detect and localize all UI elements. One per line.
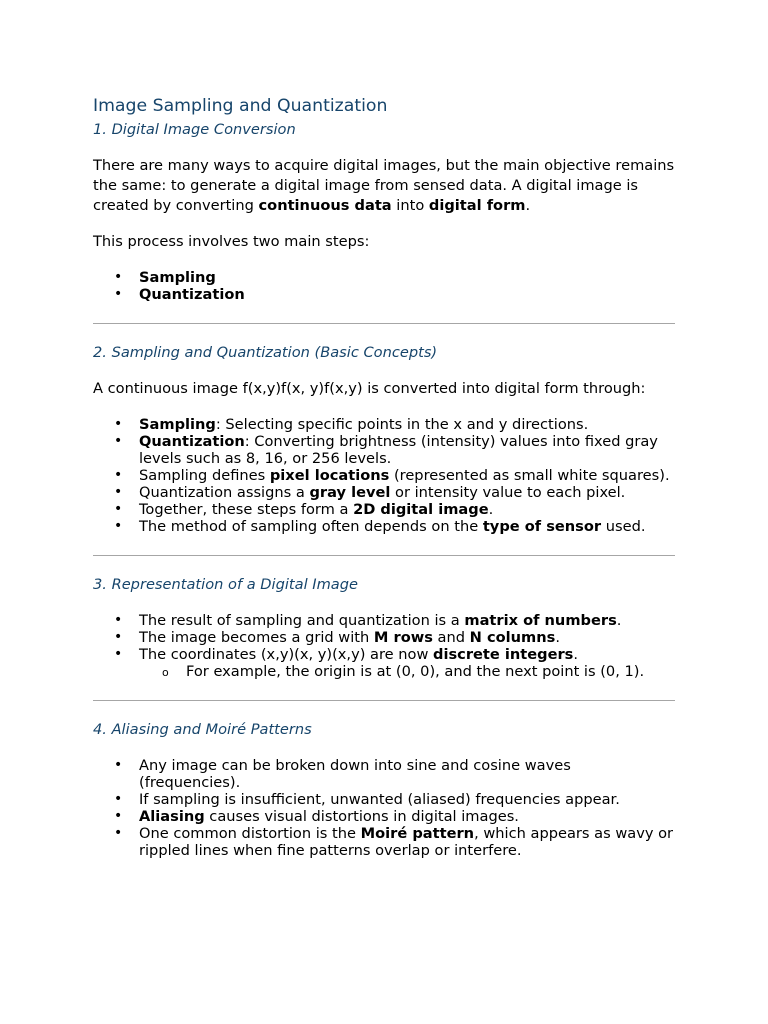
list-item bbox=[139, 433, 675, 467]
list-item bbox=[139, 629, 675, 646]
item-text: Quantization assigns a bbox=[139, 484, 310, 501]
item-text: The image becomes a grid with bbox=[139, 629, 374, 646]
item-text: One common distortion is the bbox=[139, 825, 361, 842]
list-item bbox=[139, 757, 675, 791]
steps-list bbox=[93, 269, 675, 303]
item-bold: discrete integers bbox=[433, 646, 574, 663]
list-item bbox=[139, 518, 675, 535]
item-text: . bbox=[616, 612, 622, 629]
item-text: The result of sampling and quantization is a bbox=[139, 612, 465, 629]
list-item bbox=[139, 825, 675, 859]
item-text: Any image can be broken down into sine and cosine waves (frequencies). bbox=[139, 757, 571, 791]
item-text: or intensity value to each pixel. bbox=[390, 484, 626, 501]
item-text: If sampling is insufficient, unwanted (aliased) frequencies appear. bbox=[139, 791, 620, 808]
intro-bold-1: continuous data bbox=[258, 197, 392, 214]
section-1-heading: 1. Digital Image Conversion bbox=[93, 121, 296, 138]
list-item bbox=[139, 467, 675, 484]
list-item bbox=[139, 808, 675, 825]
section-2-heading: 2. Sampling and Quantization (Basic Concepts) bbox=[93, 344, 438, 361]
item-text: (represented as small white squares). bbox=[389, 467, 670, 484]
item-text: . bbox=[573, 646, 579, 663]
list-item bbox=[139, 286, 675, 303]
item-text: , which appears as wavy or rippled lines when fine patterns overlap or interfere. bbox=[139, 825, 674, 859]
concepts-list bbox=[93, 416, 675, 535]
list-item bbox=[139, 484, 675, 501]
representation-list bbox=[93, 612, 675, 680]
step-quantization: Quantization bbox=[139, 286, 245, 303]
sub-list-item: o For example, the origin is at (0, 0), and the next point is (0, 1). bbox=[186, 663, 675, 680]
intro-bold-2: digital form bbox=[428, 197, 526, 214]
section-2-intro: A continuous image f(x,y)f(x, y)f(x,y) is converted into digital form through: bbox=[93, 380, 646, 397]
list-item bbox=[139, 501, 675, 518]
item-bold: gray level bbox=[309, 484, 391, 501]
sub-list bbox=[139, 663, 675, 680]
item-bold: pixel locations bbox=[269, 467, 390, 484]
section-divider bbox=[93, 323, 675, 324]
section-1-intro bbox=[93, 156, 675, 216]
item-bold: matrix of numbers bbox=[464, 612, 617, 629]
item-bold: M rows bbox=[373, 629, 433, 646]
intro-text-1: There are many ways to acquire digital images, but the main objective remains the same: to generate a digital image from sensed data. A digital image is created by converting bbox=[93, 157, 675, 214]
item-bold: Sampling bbox=[139, 416, 216, 433]
item-bold: Quantization bbox=[139, 433, 245, 450]
section-3-heading: 3. Representation of a Digital Image bbox=[93, 576, 358, 593]
section-divider bbox=[93, 555, 675, 556]
aliasing-list bbox=[93, 757, 675, 859]
item-bold: Moiré pattern bbox=[360, 825, 475, 842]
item-text: used. bbox=[601, 518, 646, 535]
item-text: The method of sampling often depends on the bbox=[139, 518, 483, 535]
item-text: : Converting brightness (intensity) values into fixed gray levels such as 8, 16, or 256 levels. bbox=[139, 433, 658, 467]
list-item bbox=[139, 269, 675, 286]
list-item bbox=[139, 646, 675, 680]
intro-text-3: . bbox=[525, 197, 531, 214]
item-text: Sampling defines bbox=[139, 467, 270, 484]
item-text: Together, these steps form a bbox=[139, 501, 354, 518]
document-title: Image Sampling and Quantization bbox=[93, 96, 388, 116]
steps-intro: This process involves two main steps: bbox=[93, 233, 370, 250]
item-bold: 2D digital image bbox=[353, 501, 489, 518]
item-text: : Selecting specific points in the x and y directions. bbox=[215, 416, 589, 433]
section-divider bbox=[93, 700, 675, 701]
intro-text-2: into bbox=[391, 197, 429, 214]
list-item bbox=[139, 791, 675, 808]
list-item bbox=[139, 416, 675, 433]
item-bold: type of sensor bbox=[482, 518, 602, 535]
document-page bbox=[93, 93, 675, 859]
item-bold: N columns bbox=[469, 629, 556, 646]
step-sampling: Sampling bbox=[139, 269, 216, 286]
item-text: . bbox=[488, 501, 494, 518]
item-text: The coordinates (x,y)(x, y)(x,y) are now bbox=[139, 646, 434, 663]
item-text: and bbox=[432, 629, 470, 646]
item-text: causes visual distortions in digital images. bbox=[204, 808, 519, 825]
item-bold: Aliasing bbox=[139, 808, 205, 825]
list-item bbox=[139, 612, 675, 629]
section-4-heading: 4. Aliasing and Moiré Patterns bbox=[93, 721, 312, 738]
item-text: . bbox=[555, 629, 560, 646]
